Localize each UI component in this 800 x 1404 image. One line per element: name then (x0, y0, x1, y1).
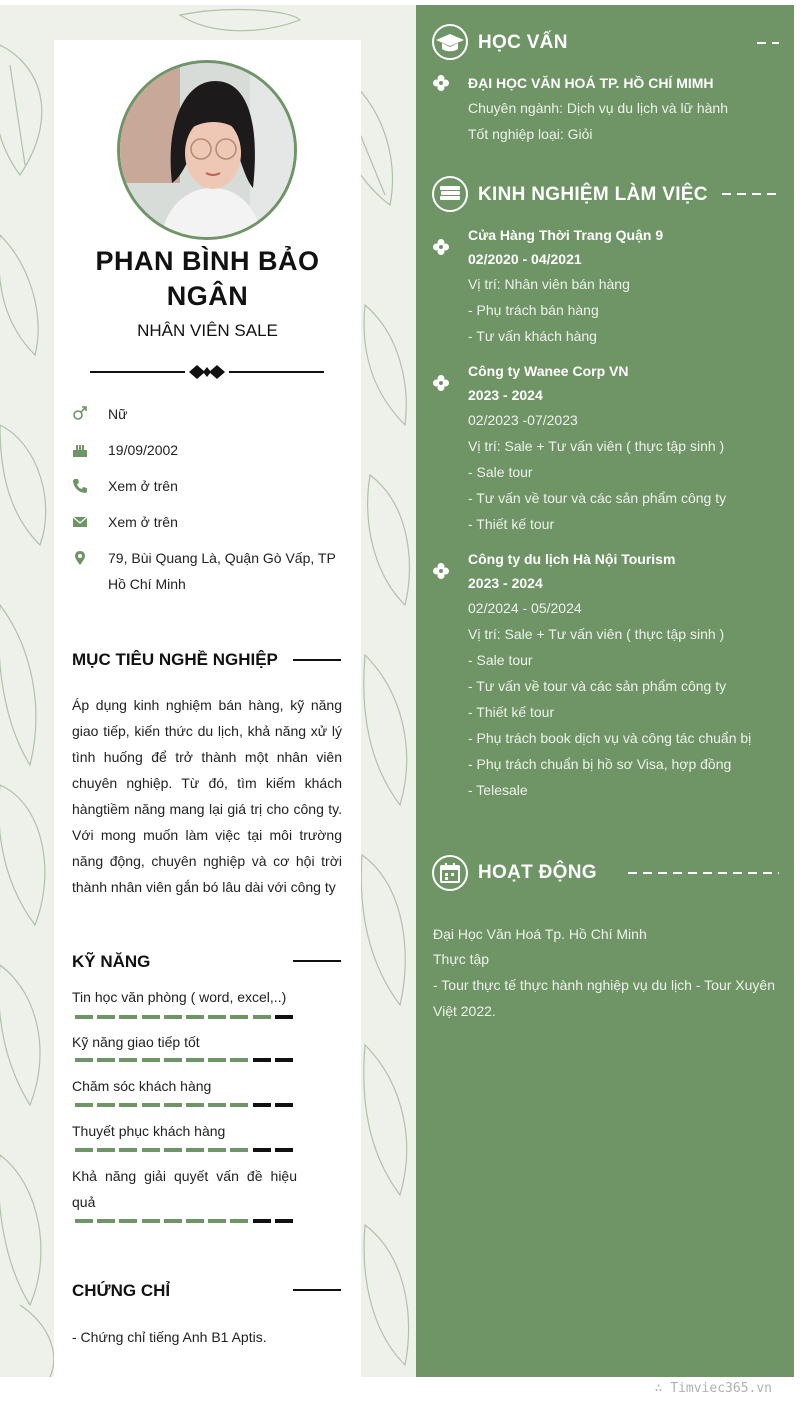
skill-segment-filled (208, 1015, 226, 1019)
skills-title: KỸ NĂNG (72, 952, 151, 971)
job-duty: - Phụ trách bán hàng (468, 302, 599, 318)
skill-segment-filled (142, 1219, 160, 1223)
skill-segment-empty (253, 1219, 271, 1223)
skill-segment-filled (230, 1148, 248, 1152)
skill-segment-filled (164, 1148, 182, 1152)
objective-title-rule (293, 659, 341, 661)
job-company: Cửa Hàng Thời Trang Quận 9 (468, 227, 664, 243)
skill-segment-filled (97, 1148, 115, 1152)
skill-segment-filled (230, 1058, 248, 1062)
watermark (655, 1381, 772, 1396)
education-grade: Tốt nghiệp loại: Giỏi (468, 126, 593, 142)
books-icon (432, 176, 468, 212)
education-major: Chuyên ngành: Dịch vụ du lịch và lữ hành (468, 100, 728, 116)
job-duty: - Tư vấn khách hàng (468, 328, 597, 344)
education-school: ĐẠI HỌC VĂN HOÁ TP. HỒ CHÍ MIMH (468, 75, 714, 91)
activity-line: - Tour thực tế thực hành nghiệp vụ du lịch - Tour Xuyên Việt 2022. (433, 977, 775, 1019)
objective-text: Áp dụng kinh nghiệm bán hàng, kỹ năng giao tiếp, kiến thức du lịch, khả năng xử lý tình huống để trở thành một nhân viên chuyên nghiệp. Từ đó, tìm kiếm khách hàngtiềm năng mang lại giá trị cho công ty. Với mong muốn làm việc tại môi trường năng động, chuyên nghiệp và cơ hội trời thành nhân viên gắn bó lâu dài với công ty (72, 697, 342, 895)
activities-dash-rule (628, 872, 779, 874)
job-position: Vị trí: Sale + Tư vấn viên ( thực tập sinh ) (468, 626, 725, 642)
skill-segment-filled (253, 1015, 271, 1019)
job-company: Công ty du lịch Hà Nội Tourism (468, 551, 676, 567)
job-period: 2023 - 2024 (468, 387, 543, 403)
skill-name: Thuyết phục khách hàng (72, 1123, 226, 1139)
job-company: Công ty Wanee Corp VN (468, 363, 629, 379)
skill-name: Khả năng giải quyết vấn đề hiệu quả (72, 1168, 297, 1210)
skill-segment-empty (253, 1103, 271, 1107)
job-duty: - Thiết kế tour (468, 704, 555, 720)
skill-segment-filled (97, 1103, 115, 1107)
certificates-title: CHỨNG CHỈ (72, 1281, 171, 1300)
activities-title: HOẠT ĐỘNG (478, 862, 597, 883)
job-duty: - Sale tour (468, 652, 533, 668)
job-duty: - Phụ trách book dịch vụ và công tác chuẩn bị (468, 730, 752, 746)
skill-level-bar (75, 1058, 297, 1062)
skill-segment-empty (275, 1015, 293, 1019)
watermark-text: Timviec365.vn (670, 1381, 772, 1396)
certificates-title-rule (293, 1289, 341, 1291)
skill-segment-filled (97, 1219, 115, 1223)
job-duty: - Thiết kế tour (468, 516, 555, 532)
job-period: 02/2020 - 04/2021 (468, 251, 582, 267)
skill-level-bar (75, 1103, 297, 1107)
skill-name: Chăm sóc khách hàng (72, 1078, 212, 1094)
flower-icon (432, 374, 450, 392)
birthday-text: 19/09/2002 (108, 442, 179, 458)
job-position: Vị trí: Sale + Tư vấn viên ( thực tập sinh ) (468, 438, 725, 454)
gender-text: Nữ (108, 406, 128, 422)
job-duty: - Telesale (468, 782, 528, 798)
skill-segment-filled (230, 1219, 248, 1223)
gender-icon (72, 406, 88, 422)
job-sub-period: 02/2024 - 05/2024 (468, 600, 582, 616)
skill-name: Tin học văn phòng ( word, excel,..) (72, 989, 287, 1005)
skill-segment-filled (119, 1103, 137, 1107)
cake-icon (72, 442, 88, 458)
job-position: Vị trí: Nhân viên bán hàng (468, 276, 630, 292)
skill-name: Kỹ năng giao tiếp tốt (72, 1034, 200, 1050)
skill-segment-filled (186, 1058, 204, 1062)
skill-segment-empty (253, 1148, 271, 1152)
certificate-item: - Chứng chỉ tiếng Anh B1 Aptis. (72, 1329, 267, 1345)
activity-line: Đại Học Văn Hoá Tp. Hồ Chí Minh (433, 926, 647, 942)
skill-segment-filled (97, 1015, 115, 1019)
skill-segment-filled (75, 1219, 93, 1223)
experience-dash-rule (722, 193, 779, 195)
flower-icon (432, 74, 450, 92)
phone-icon (72, 478, 88, 494)
skills-title-rule (293, 960, 341, 962)
skill-segment-filled (164, 1058, 182, 1062)
skill-segment-filled (119, 1148, 137, 1152)
activity-line: Thực tập (433, 951, 490, 967)
skill-level-bar (75, 1015, 297, 1019)
skill-segment-filled (164, 1015, 182, 1019)
skill-segment-filled (186, 1015, 204, 1019)
map-pin-icon (72, 550, 88, 566)
skill-segment-empty (275, 1103, 293, 1107)
skill-segment-filled (208, 1148, 226, 1152)
skill-segment-filled (75, 1148, 93, 1152)
skill-segment-filled (119, 1015, 137, 1019)
candidate-name: PHAN BÌNH BẢO NGÂN (95, 246, 320, 311)
skill-segment-filled (142, 1103, 160, 1107)
objective-title: MỤC TIÊU NGHỀ NGHIỆP (72, 650, 278, 669)
skill-segment-filled (230, 1103, 248, 1107)
skill-segment-empty (275, 1219, 293, 1223)
address-text: 79, Bùi Quang Là, Quận Gò Vấp, TP Hồ Chí Minh (108, 550, 336, 592)
education-dash-rule (757, 42, 779, 44)
skill-segment-filled (142, 1148, 160, 1152)
flower-icon (432, 562, 450, 580)
skill-segment-filled (186, 1148, 204, 1152)
flower-icon (432, 238, 450, 256)
skill-segment-filled (186, 1219, 204, 1223)
email-text: Xem ở trên (108, 514, 178, 530)
skill-segment-empty (275, 1148, 293, 1152)
phone-text: Xem ở trên (108, 478, 178, 494)
experience-title: KINH NGHIỆM LÀM VIỆC (478, 184, 708, 205)
skill-segment-filled (208, 1103, 226, 1107)
job-duty: - Tư vấn về tour và các sản phẩm công ty (468, 678, 727, 694)
portrait-image (120, 63, 297, 240)
skill-level-bar (75, 1219, 297, 1223)
job-title: NHÂN VIÊN SALE (137, 321, 278, 340)
skill-segment-filled (186, 1103, 204, 1107)
skill-segment-filled (75, 1015, 93, 1019)
envelope-icon (72, 514, 88, 530)
skill-segment-filled (208, 1219, 226, 1223)
watermark-dots-icon: ∴ (654, 1381, 671, 1396)
skill-segment-filled (208, 1058, 226, 1062)
graduation-cap-icon (432, 24, 468, 60)
job-duty: - Phụ trách chuẩn bị hồ sơ Visa, hợp đồng (468, 756, 732, 772)
skill-segment-filled (97, 1058, 115, 1062)
job-duty: - Tư vấn về tour và các sản phẩm công ty (468, 490, 727, 506)
calendar-icon (432, 855, 468, 891)
job-period: 2023 - 2024 (468, 575, 543, 591)
skill-level-bar (75, 1148, 297, 1152)
job-duty: - Sale tour (468, 464, 533, 480)
skill-segment-filled (142, 1015, 160, 1019)
skill-segment-empty (275, 1058, 293, 1062)
skill-segment-filled (75, 1058, 93, 1062)
skill-segment-filled (119, 1219, 137, 1223)
ornament-divider (90, 362, 324, 382)
skill-segment-filled (75, 1103, 93, 1107)
skill-segment-filled (164, 1103, 182, 1107)
skill-segment-filled (119, 1058, 137, 1062)
avatar (117, 60, 297, 240)
job-sub-period: 02/2023 -07/2023 (468, 412, 578, 428)
skill-segment-filled (142, 1058, 160, 1062)
skill-segment-filled (230, 1015, 248, 1019)
skill-segment-empty (253, 1058, 271, 1062)
education-title: HỌC VẤN (478, 32, 568, 53)
skill-segment-filled (164, 1219, 182, 1223)
